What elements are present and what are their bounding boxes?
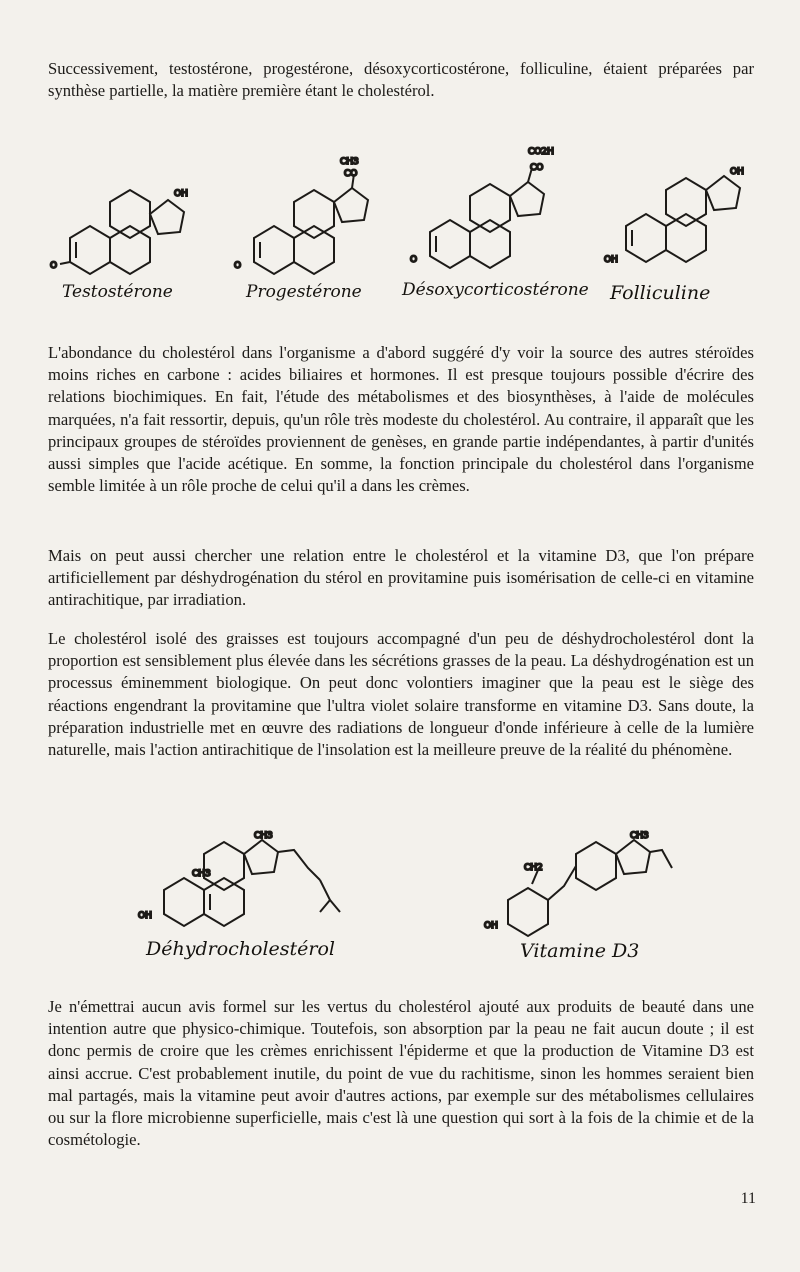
dehydrocholesterol-formula: [134, 826, 384, 936]
svg-text:CO2H: CO2H: [528, 147, 554, 157]
paragraph-dehydrocholesterol: Le cholestérol isolé des graisses est toujours accompagné d'un peu de déshydrocholestérol dont la proportion est sensiblement plus élevée dans les sécrétions grasses de la peau. La déshydrogénation est un processus éminemment biologique. On peut donc volontiers imaginer que la peau est le siège des réactions engendrant la provitamine que l'ultra violet solaire transforme en vitamine D3. Sans doute, la préparation industrielle met en œuvre des radiations de longueur d'onde inférieure à celle de la lumière naturelle, mais l'action antirachitique de l'insolation est la meilleure preuve de la réalité du phénomène.: [48, 629, 754, 760]
svg-text:O: O: [50, 261, 58, 271]
desoxycorticosterone-formula: [408, 140, 588, 274]
svg-text:CH3: CH3: [630, 831, 649, 841]
paragraph-vitamin-relation: Mais on peut aussi chercher une relation entre le cholestérol et la vitamine D3, que l'on prépare artificiellement par déshydrogénation du stérol en provitamine puis isomérisation de celle-ci en vitamine antirachitique, par irradiation.: [48, 546, 754, 610]
testosterone-label: Testostérone: [62, 282, 173, 302]
svg-text:OH: OH: [484, 921, 498, 931]
svg-text:OH: OH: [174, 189, 188, 199]
testosterone-formula: [48, 178, 228, 278]
svg-text:CH2: CH2: [524, 863, 543, 873]
folliculine-formula: [600, 162, 770, 272]
svg-text:CO: CO: [530, 163, 544, 173]
paragraph-abundance: L'abondance du cholestérol dans l'organisme a d'abord suggéré d'y voir la source des autres stéroïdes moins riches en carbone : acides biliaires et hormones. Il est presque toujours possible d'écrire des relations biochimiques. En fait, l'étude des métabolismes et des biosynthèses, à l'aide de molécules marquées, n'a fait ressortir, depuis, qu'un rôle très modeste du cholestérol. Au contraire, il apparaît que les principaux groupes de stéroïdes proviennent de genèses, en grande partie indépendantes, à partir d'unités aussi simples que l'acide acétique. En somme, la fonction principale du cholestérol dans l'organisme semble limitée à un rôle proche de celui qu'il a dans les crèmes.: [48, 343, 754, 496]
vitamine-d3-label: Vitamine D3: [520, 940, 640, 962]
paragraph-conclusion: Je n'émettrai aucun avis formel sur les vertus du cholestérol ajouté aux produits de beauté dans une intention autre que physico-chimique. Toutefois, son absorption par la peau ne fait aucun doute ; il est donc permis de croire que les crèmes enrichissent l'épiderme et que la production de Vitamine D3 est ainsi accrue. C'est probablement inutile, du point de vue du rachitisme, sinon les hommes seraient bien mal partagés, mais la vitamine peut avoir d'autres actions, par exemple sur des métabolismes cellulaires ou sur la flore microbienne superficielle, mais c'est là une question qui sort à la fois de la chimie et de la cosmétologie.: [48, 997, 754, 1150]
folliculine-label: Folliculine: [610, 282, 711, 304]
svg-text:OH: OH: [730, 167, 744, 177]
progesterone-formula: [232, 150, 412, 278]
svg-text:CH3: CH3: [254, 831, 273, 841]
svg-text:O: O: [410, 255, 418, 265]
svg-text:CH3: CH3: [192, 869, 211, 879]
vitamine-d3-formula: [480, 826, 680, 946]
dehydrocholesterol-label: Déhydrocholestérol: [146, 938, 335, 960]
svg-text:CH3: CH3: [340, 157, 359, 167]
desoxycorticosterone-label: Désoxycorticostérone: [402, 280, 589, 300]
page-number: 11: [740, 1190, 756, 1207]
svg-text:O: O: [234, 261, 242, 271]
paragraph-synthesis: Successivement, testostérone, progestérone, désoxycorticostérone, folliculine, étaient préparées par synthèse partielle, la matière première étant le cholestérol.: [48, 59, 754, 101]
svg-text:OH: OH: [138, 911, 152, 921]
progesterone-label: Progestérone: [246, 282, 362, 302]
svg-text:OH: OH: [604, 255, 618, 265]
svg-text:CO: CO: [344, 169, 358, 179]
